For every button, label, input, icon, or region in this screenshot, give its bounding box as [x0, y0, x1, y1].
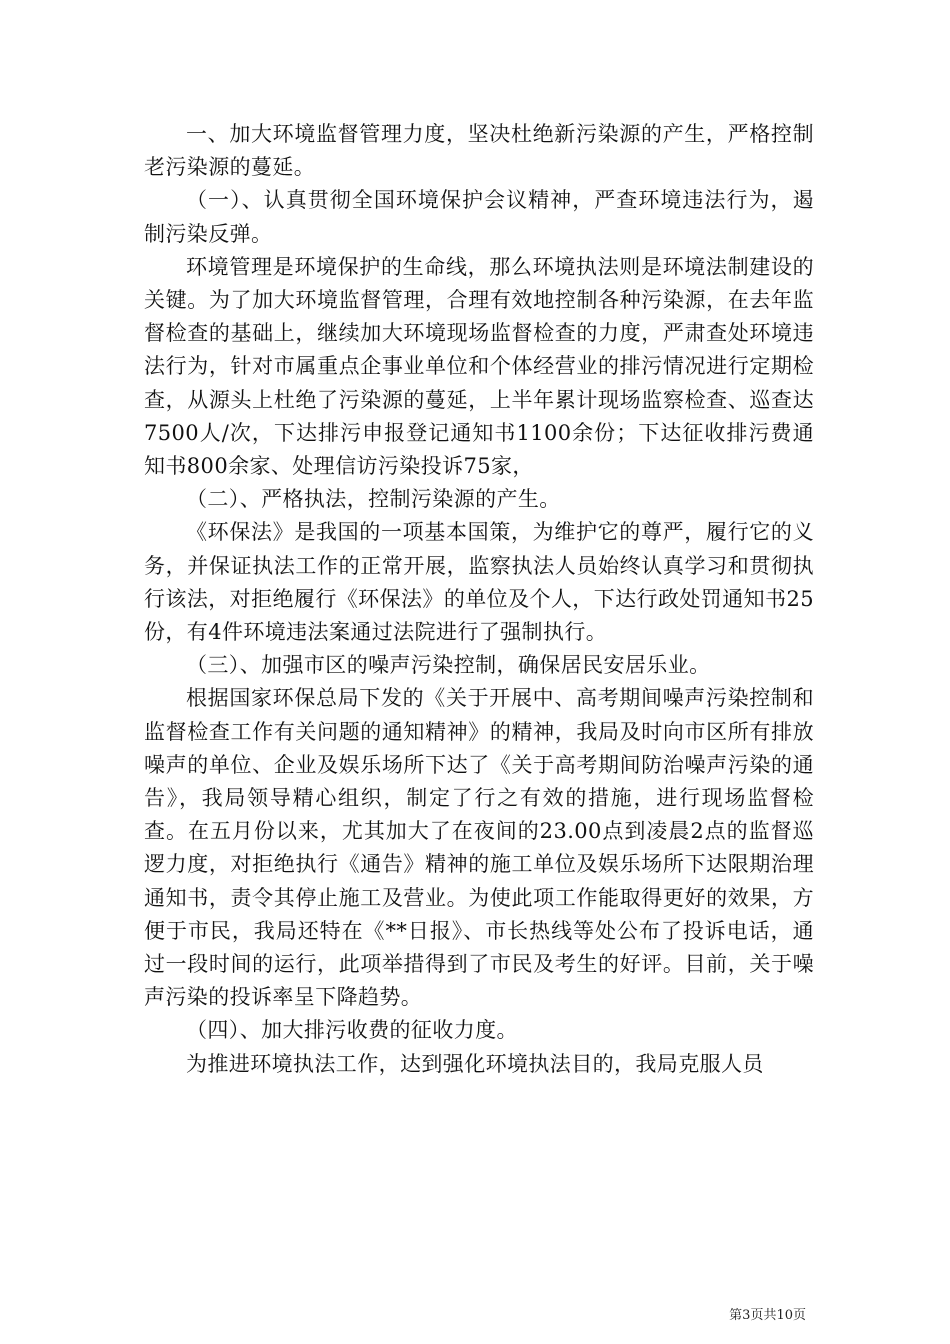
subsection-heading-1: （一）、认真贯彻全国环境保护会议精神，严查环境违法行为，遏制污染反弹。: [144, 188, 814, 246]
subsection-heading-4: （四）、加大排污收费的征收力度。: [186, 1018, 518, 1043]
body-paragraph: 环境管理是环境保护的生命线，那么环境执法则是环境法制建设的关键。为了加大环境监督管理，合理有效地控制各种污染源，在去年监督检查的基础上，继续加大环境现场监督检查的力度，严肃查处环境违法行为，针对市属重点企事业单位和个体经营业的排污情况进行定期检查，从源头上杜绝了污染源的蔓延，上半年累计现场监察检查、巡查达7500人/次，下达排污申报登记通知书1100余份；下达征收排污费通知书800余家、处理信访污染投诉75家，: [144, 254, 814, 479]
subsection-heading-3: （三）、加强市区的噪声污染控制，确保居民安居乐业。: [186, 653, 711, 678]
body-paragraph: 根据国家环保总局下发的《关于开展中、高考期间噪声污染控制和监督检查工作有关问题的通知精神》的精神，我局及时向市区所有排放噪声的单位、企业及娱乐场所下达了《关于高考期间防治噪声污染的通告》，我局领导精心组织，制定了行之有效的措施，进行现场监督检查。在五月份以来，尤其加大了在夜间的23.00点到凌晨2点的监督巡逻力度，对拒绝执行《通告》精神的施工单位及娱乐场所下达限期治理通知书，责令其停止施工及营业。为使此项工作能取得更好的效果，方便于市民，我局还特在《**日报》、市长热线等处公布了投诉电话，通过一段时间的运行，此项举措得到了市民及考生的好评。目前，关于噪声污染的投诉率呈下降趋势。: [144, 686, 814, 1010]
document-body: [144, 118, 814, 1081]
body-paragraph: 《环保法》是我国的一项基本国策，为维护它的尊严，履行它的义务，并保证执法工作的正常开展，监察执法人员始终认真学习和贯彻执行该法，对拒绝履行《环保法》的单位及个人，下达行政处罚通知书25份，有4件环境违法案通过法院进行了强制执行。: [144, 520, 814, 645]
section-heading-1: 一、加大环境监督管理力度，坚决杜绝新污染源的产生，严格控制老污染源的蔓延。: [144, 122, 814, 180]
body-paragraph: 为推进环境执法工作，达到强化环境执法目的，我局克服人员: [186, 1051, 764, 1076]
subsection-heading-2: （二）、严格执法，控制污染源的产生。: [186, 487, 561, 512]
page-number-footer: 第3页共10页: [729, 1308, 806, 1323]
